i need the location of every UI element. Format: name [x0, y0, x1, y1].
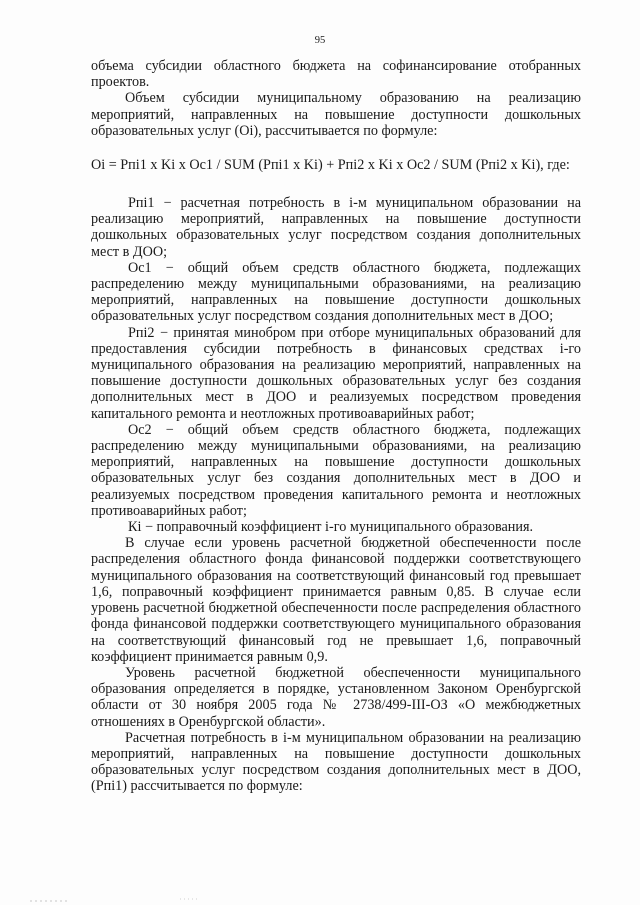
- definition-ki: Кi − поправочный коэффициент i-го муниципального образования.: [128, 519, 534, 536]
- page-number: 95: [314, 35, 326, 46]
- formula-oi: Oi = Pпi1 x Ki x Oc1 / SUM (Рпi1 x Ki) + Рпi2 x Ki x Oc2 / SUM (Рпi2 x Ki), где:: [91, 157, 570, 174]
- paragraph-subsidy-volume: Объем субсидии муниципальному образованию на реализацию мероприятий, направленных на повышение доступности дошкольных образовательных услуг (Oi), рассчитывается по формуле:: [91, 90, 581, 139]
- paragraph-coefficient-rule: В случае если уровень расчетной бюджетной обеспеченности после распределения областного фонда финансовой поддержки соответствующего муниципального образования на соответствующий финансовый год превышает 1,6, поправочный коэффициент принимается равным 0,85. В случае если уровень расчетной бюджетной обеспеченности после распределения областного фонда финансовой поддержки соответствующего муниципального образования на соответствующий финансовый год не превышает 1,6, поправочный коэффициент принимается равным 0,9.: [91, 535, 581, 665]
- document-body: [91, 58, 581, 795]
- definition-rpi1: Рпi1 − расчетная потребность в i-м муниципальном образовании на реализацию мероприятий, направленных на повышение доступности дошкольных образовательных услуг посредством создания дополнительных мест в ДОО;: [91, 195, 581, 260]
- definition-rpi2: Рпi2 − принятая минобром при отборе муниципальных образований для предоставления субсидии потребность в финансовых средствах i-го муниципального образования на реализацию мероприятий, направленных на повышение доступности дошкольных образовательных услуг без создания дополнительных мест в ДОО и реализуемых посредством проведения капитального ремонта и неотложных противоаварийных работ;: [91, 324, 581, 422]
- definition-oc1: Ос1 − общий объем средств областного бюджета, подлежащих распределению между муниципальными образованиями, на реализацию мероприятий, направленных на повышение доступности дошкольных образовательных услуг посредством создания дополнительных мест в ДОО;: [91, 259, 581, 325]
- paragraph-continuation: объема субсидии областного бюджета на софинансирование отобранных проектов.: [91, 58, 581, 91]
- scan-artifact: [0, 893, 420, 905]
- definition-oc2: Ос2 − общий объем средств областного бюджета, подлежащих распределению между муниципальными образованиями, на реализацию мероприятий, направленных на повышение доступности дошкольных образовательных услуг без создания дополнительных мест в ДОО и реализуемых посредством проведения капитального ремонта и неотложных противоаварийных работ;: [91, 421, 581, 519]
- paragraph-rpi1-formula-intro: Расчетная потребность в i-м муниципальном образовании на реализацию мероприятий, направленных на повышение доступности дошкольных образовательных услуг посредством создания дополнительных мест в ДОО, (Рпi1) рассчитывается по формуле:: [91, 729, 581, 795]
- paragraph-budget-level: Уровень расчетной бюджетной обеспеченности муниципального образования определяется в порядке, установленном Законом Оренбургской области от 30 ноября 2005 года № 2738/499-III-ОЗ «О межбюджетных отношениях в Оренбургской области».: [91, 664, 581, 730]
